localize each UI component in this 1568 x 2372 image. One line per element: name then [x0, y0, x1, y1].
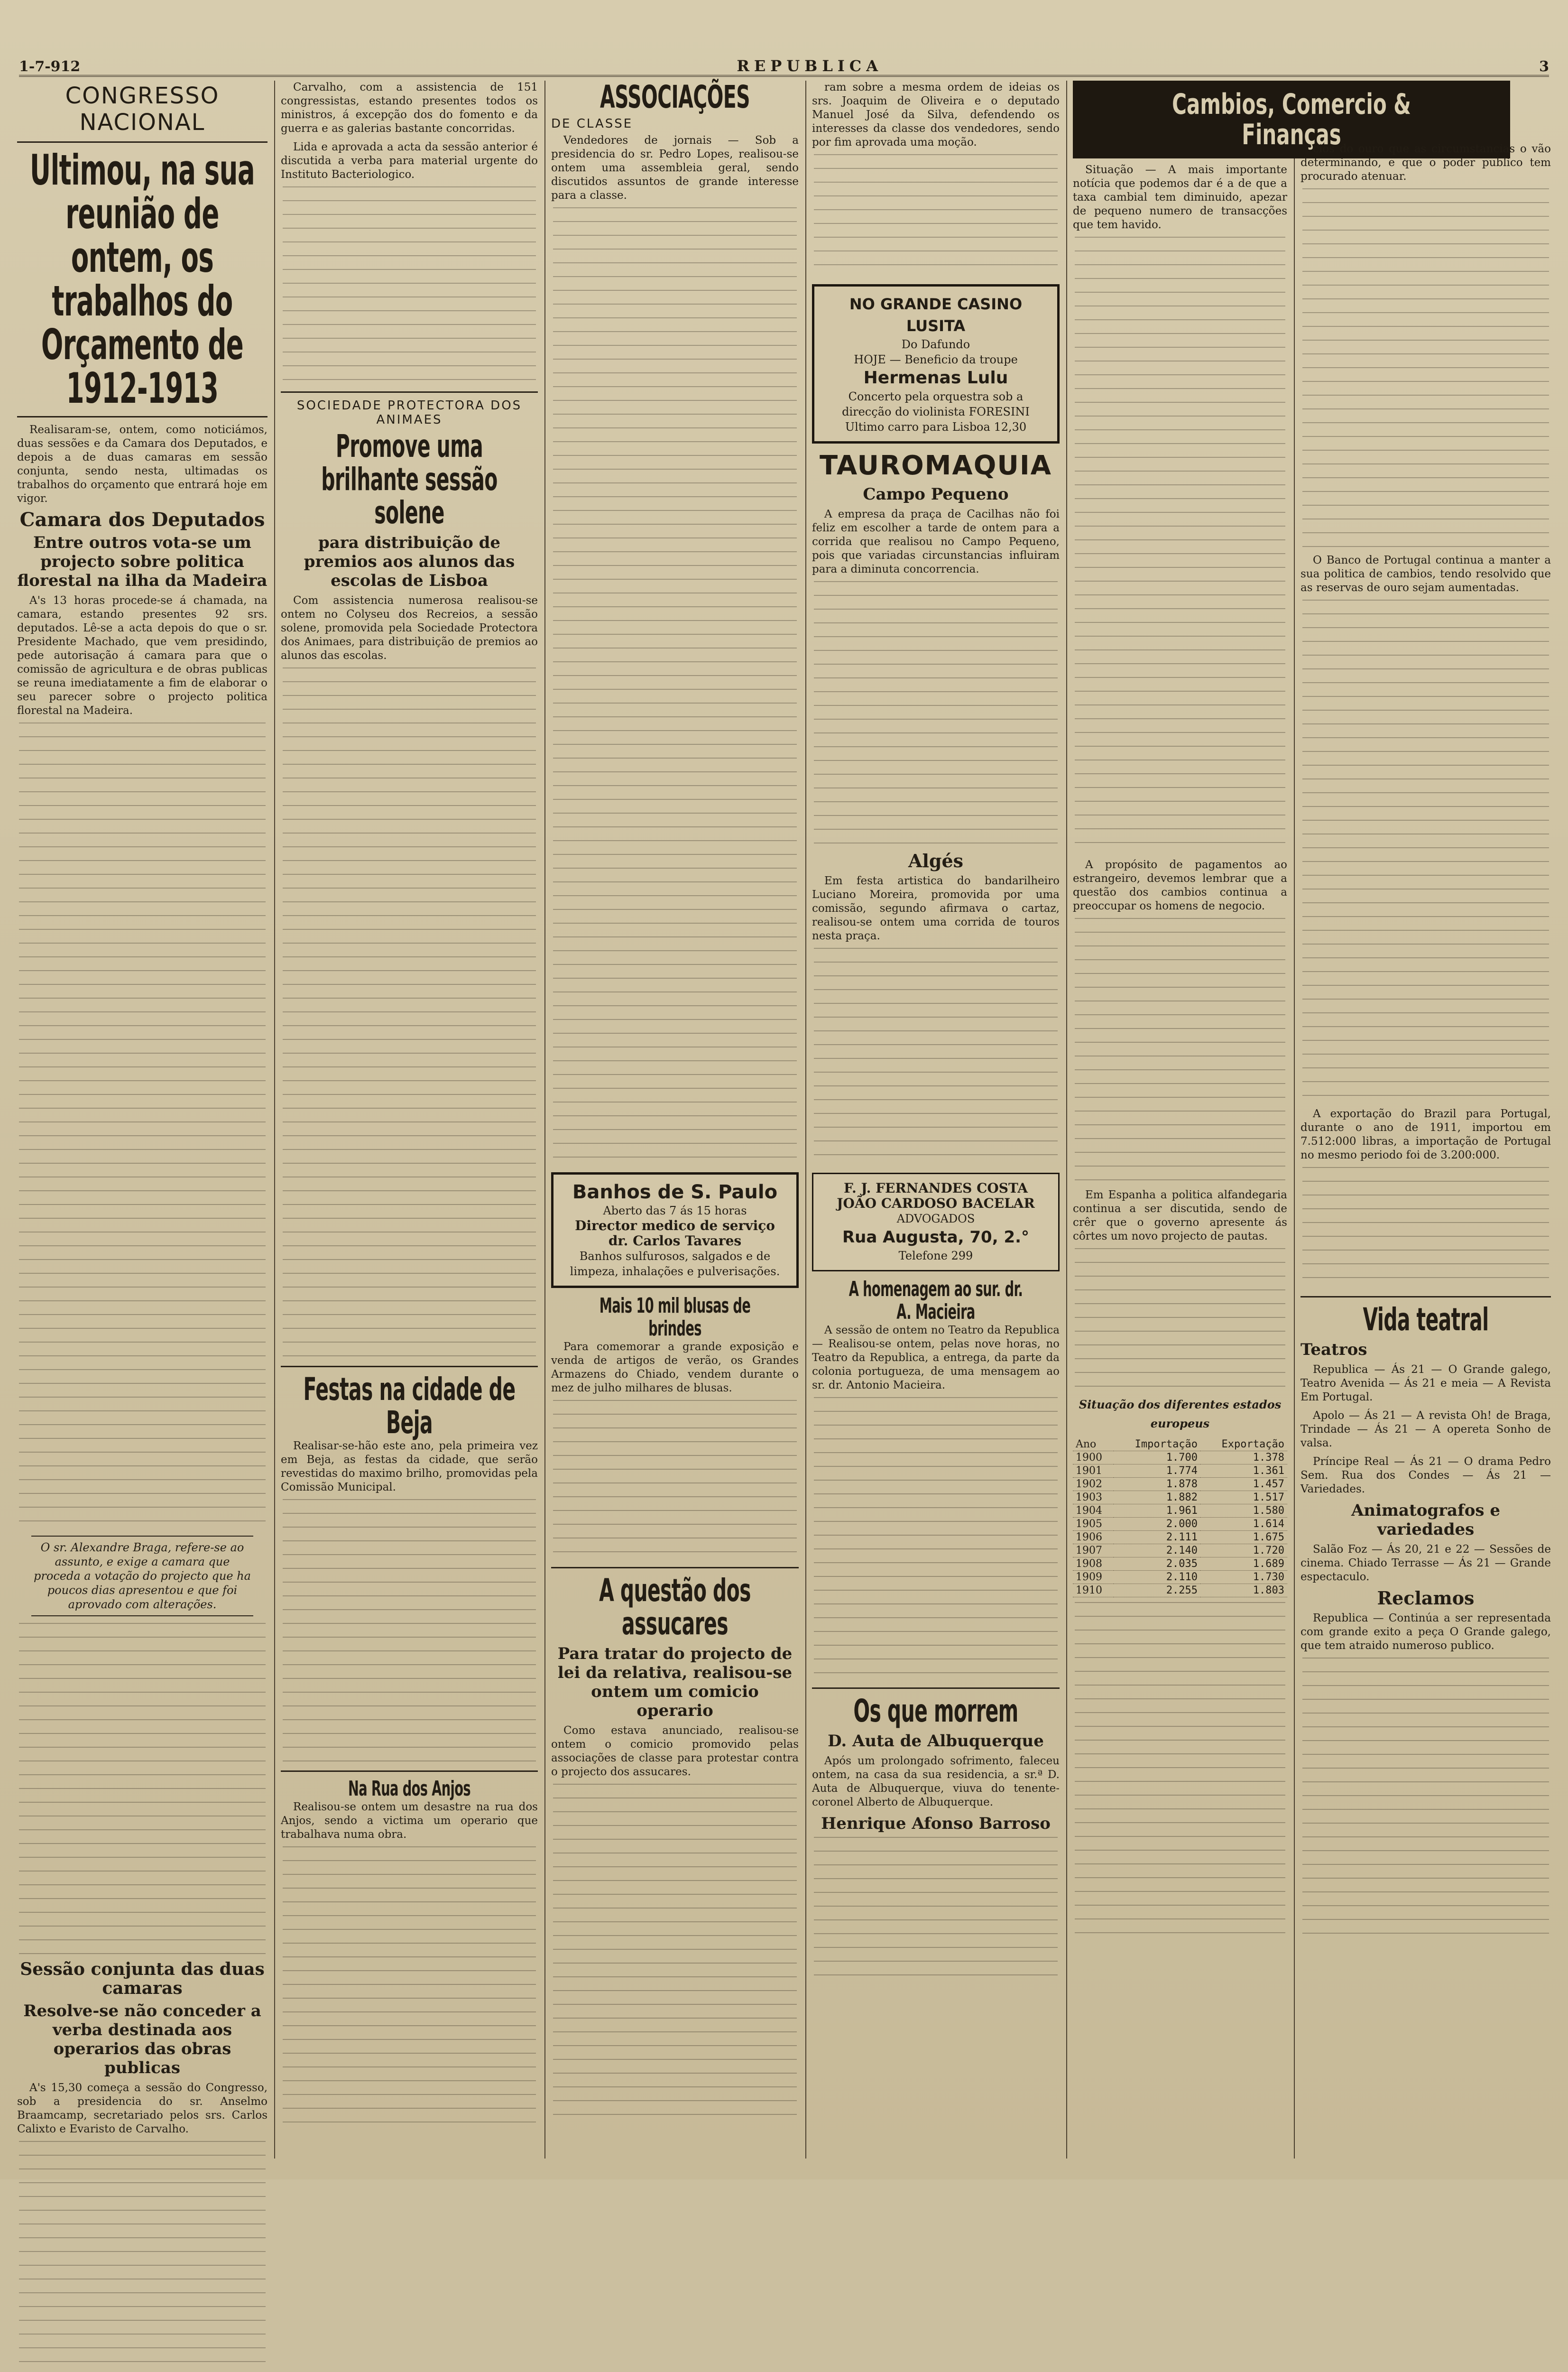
theatre-listing: Príncipe Real — Ás 21 — O drama Pedro Sem. Rua dos Condes — Ás 21 — Variedades.	[1301, 1455, 1551, 1495]
column-teatro	[1301, 142, 1551, 2163]
table-cell: 1.700	[1114, 1451, 1200, 1464]
table-cell: 1.361	[1200, 1464, 1287, 1478]
ad-line: Do Dafundo	[901, 338, 970, 351]
section-title: TAUROMAQUIA	[820, 450, 1052, 481]
table-cell: 1905	[1073, 1518, 1114, 1531]
table-row	[1073, 1491, 1287, 1504]
table-row	[1073, 1504, 1287, 1518]
table-row	[1073, 1518, 1287, 1531]
article-paragraph: Carvalho, com a assistencia de 151 congressistas, estando presentes todos os ministros, á excepção dos do fomento e da guerra e as galerias bastante concorridas.	[281, 81, 538, 135]
table-header: Exportação	[1200, 1438, 1287, 1451]
ad-line: Ultimo carro para Lisboa 12,30	[845, 420, 1027, 434]
table-cell: 1903	[1073, 1491, 1114, 1504]
theatre-listing: Republica — Ás 21 — O Grande galego, Teatro Avenida — Ás 21 e meia — A Revista Em Portugal.	[1301, 1363, 1551, 1403]
article-paragraph: A empresa da praça de Cacilhas não foi feliz em escolher a tarde de ontem para a corrida que realisou no Campo Pequeno, pois que variadas circunstancias influiram para a diminuta concorrencia.	[812, 508, 1060, 575]
table-row	[1073, 1571, 1287, 1584]
table-cell: 1.730	[1200, 1571, 1287, 1584]
section-title: ASSOCIAÇÕES	[600, 79, 750, 115]
ad-star: Hermenas Lulu	[863, 368, 1008, 388]
section-kicker: DE CLASSE	[551, 117, 633, 131]
table-cell: 2.255	[1114, 1584, 1200, 1597]
table-cell: 1.774	[1114, 1464, 1200, 1478]
advertisement-banhos	[551, 1172, 799, 1288]
table-cell: 1.675	[1200, 1531, 1287, 1544]
article-paragraph: Lida e aprovada a acta da sessão anterior é discutida a verba para material urgente do Instituto Bacteriologico.	[281, 141, 538, 181]
headline: Promove uma brilhante sessão solene	[321, 428, 498, 531]
table-cell: 1.803	[1200, 1584, 1287, 1597]
subheading: D. Auta de Albuquerque	[828, 1732, 1044, 1751]
column-rule	[274, 81, 275, 2159]
column-rule	[1066, 81, 1067, 2159]
column-rule	[1294, 81, 1295, 2159]
table-cell: 1907	[1073, 1544, 1114, 1557]
ad-line: Aberto das 7 ás 15 horas	[603, 1204, 747, 1217]
article-intro: Realisaram-se, ontem, como noticiámos, duas sessões e da Camara dos Deputados, e depois a de duas camaras em sessão conjunta, sendo nesta, ultimadas os trabalhos do orçamento que entrará hoje em vigor.	[17, 424, 267, 505]
theatre-listing: Apolo — Ás 21 — A revista Oh! de Braga, Trindade — Ás 21 — A opereta Sonho de valsa.	[1301, 1409, 1551, 1449]
ad-line: Director medico de serviço	[575, 1218, 775, 1233]
theatre-listing: Salão Foz — Ás 20, 21 e 22 — Sessões de cinema. Chiado Terrasse — Ás 21 — Grande espectaculo.	[1301, 1543, 1551, 1583]
table-cell: 1902	[1073, 1478, 1114, 1491]
subheading-detail: Resolve-se não conceder a verba destinada aos operarios das obras publicas	[23, 2001, 261, 2077]
ad-line: Telefone 299	[898, 1249, 973, 1262]
table-cell: 1.517	[1200, 1491, 1287, 1504]
table-cell: 1.457	[1200, 1478, 1287, 1491]
table-row	[1073, 1478, 1287, 1491]
table-cell: 1.961	[1114, 1504, 1200, 1518]
table-cell: 1904	[1073, 1504, 1114, 1518]
table-cell: 1900	[1073, 1451, 1114, 1464]
masthead-title: REPUBLICA	[737, 57, 883, 75]
page-number: 3	[1539, 58, 1549, 75]
headline: Os que morrem	[853, 1693, 1018, 1729]
section-title: CONGRESSO NACIONAL	[65, 83, 220, 136]
header-date: 1-7-912	[19, 58, 81, 75]
table-cell: 1.882	[1114, 1491, 1200, 1504]
article-paragraph: Com assistencia numerosa realisou-se ontem no Colyseu dos Recreios, a sessão solene, promovida pela Sociedade Protectora dos Animaes, para distribuição de premios ao alunos das escolas.	[281, 594, 538, 662]
subheading: Camara dos Deputados	[19, 509, 265, 531]
article-paragraph: O Banco de Portugal continua a manter a sua politica de cambios, tendo resolvido que as reservas de ouro sejam aumentadas.	[1301, 554, 1551, 594]
article-paragraph: Vendedores de jornais — Sob a presidencia do sr. Pedro Lopes, realisou-se ontem uma assembleia geral, sendo discutidos assuntos de grande interesse para a classe.	[551, 134, 799, 202]
article-paragraph: A's 13 horas procede-se á chamada, na camara, estando presentes 92 srs. deputados. Lê-se a acta depois do que o sr. Presidente Machado, que vem presidindo, pede autorisação á camara para que o comissão de agricultura e de obras publicas se reuna imediatamente a fim de elaborar o seu parecer sobre o projecto politica florestal na Madeira.	[17, 594, 267, 717]
table-row	[1073, 1531, 1287, 1544]
column-sociedade	[281, 81, 538, 2163]
table-row	[1073, 1451, 1287, 1464]
ad-line: JOÃO CARDOSO BACELAR	[837, 1195, 1035, 1211]
advertisement-advogados	[812, 1173, 1060, 1271]
article-paragraph: A propósito de pagamentos ao estrangeiro, devemos lembrar que a questão dos cambios continua a preoccupar os homens de negocio.	[1073, 859, 1287, 912]
table-cell: 1909	[1073, 1571, 1114, 1584]
article-paragraph: ram sobre a mesma ordem de ideias os srs. Joaquim de Oliveira e o deputado Manuel José da Silva, defendendo os interesses da classe dos vendedores, sendo por fim aprovada uma moção.	[812, 81, 1060, 148]
table-row	[1073, 1544, 1287, 1557]
subheading: Campo Pequeno	[863, 485, 1009, 504]
table-cell: 2.111	[1114, 1531, 1200, 1544]
article-paragraph: Realisou-se ontem um desastre na rua dos Anjos, sendo a victima um operario que trabalhava numa obra.	[281, 1801, 538, 1841]
subheading: Henrique Afonso Barroso	[821, 1814, 1051, 1833]
headline: Mais 10 mil blusas de brindes	[599, 1294, 751, 1341]
article-paragraph: Para comemorar a grande exposição e venda de artigos de verão, os Grandes Armazens do Chiado, vendem durante o mez de julho milhares de blusas.	[551, 1341, 799, 1394]
table-header: Ano	[1073, 1438, 1114, 1451]
table-cell: 1.720	[1200, 1544, 1287, 1557]
ad-line: HOJE — Beneficio da troupe	[854, 353, 1018, 366]
article-paragraph: cios do ouro que as circumstancias o vão determinando, e que o poder publico tem procurado atenuar.	[1301, 143, 1551, 183]
table-cell: 1.614	[1200, 1518, 1287, 1531]
ad-title: Banhos de S. Paulo	[572, 1181, 778, 1203]
table-cell: 2.140	[1114, 1544, 1200, 1557]
table-cell: 1906	[1073, 1531, 1114, 1544]
table-cell: 2.035	[1114, 1557, 1200, 1571]
advertisement-casino	[812, 284, 1060, 444]
table-title: Situação dos diferentes estados europeus	[1079, 1398, 1282, 1430]
subheading: Sessão conjunta das duas camaras	[20, 1959, 265, 1998]
table-row	[1073, 1584, 1287, 1597]
headline: Festas na cidade de Beja	[303, 1371, 516, 1441]
subheading: Reclamos	[1377, 1587, 1475, 1609]
article-paragraph: A sessão de ontem no Teatro da Republica — Realisou-se ontem, pelas nove horas, no Teatro da Republica, a entrega, da parte da colonia portugueza, de uma mensagem ao sr. dr. Antonio Macieira.	[812, 1324, 1060, 1391]
ad-line: dr. Carlos Tavares	[608, 1233, 742, 1249]
subheading: para distribuição de premios aos alunos das escolas de Lisboa	[304, 533, 515, 590]
article-paragraph: A exportação do Brazil para Portugal, durante o ano de 1911, importou em 7.512:000 libras, a importação de Portugal no mesmo periodo foi de 3.200:000.	[1301, 1108, 1551, 1161]
table-cell: 1910	[1073, 1584, 1114, 1597]
ad-line: ADVOGADOS	[896, 1212, 975, 1225]
table-cell: 2.000	[1114, 1518, 1200, 1531]
table-cell: 1901	[1073, 1464, 1114, 1478]
table-cell: 1.580	[1200, 1504, 1287, 1518]
column-associacoes	[551, 81, 799, 2163]
article-paragraph: Em Espanha a politica alfandegaria continua a ser discutida, sendo de crêr que o governo apresente ás côrtes um novo projecto de pautas.	[1073, 1189, 1287, 1242]
table-header: Importação	[1114, 1438, 1200, 1451]
table-cell: 1908	[1073, 1557, 1114, 1571]
article-paragraph: Situação — A mais importante notícia que podemos dar é a de que a taxa cambial tem diminuido, apezar de pequeno numero de transacções que tem havido.	[1073, 164, 1287, 231]
page-header	[19, 56, 1549, 77]
subheading-detail: Entre outros vota-se um projecto sobre politica florestal na ilha da Madeira	[17, 533, 267, 590]
headline: Ultimou, na sua reunião de ontem, os trabalhos do Orçamento de 1912-1913	[29, 146, 255, 413]
headline: A questão dos assucares	[599, 1572, 751, 1642]
table-row	[1073, 1557, 1287, 1571]
subheading: Algés	[908, 850, 964, 871]
subheading: Teatros	[1301, 1340, 1367, 1359]
article-paragraph: Após um prolongado sofrimento, faleceu ontem, na casa da sua residencia, a sr.ª D. Auta de Albuquerque, viuva do tenente-coronel Alberto de Albuquerque.	[812, 1755, 1060, 1808]
article-paragraph: Em festa artistica do bandarilheiro Luciano Moreira, promovida por uma comissão, segundo afirmava o cartaz, realisou-se ontem uma corrida de touros nesta praça.	[812, 875, 1060, 942]
trade-table	[1073, 1438, 1287, 1597]
section-title: Vida teatral	[1363, 1301, 1489, 1338]
table-row	[1073, 1464, 1287, 1478]
article-paragraph: A's 15,30 começa a sessão do Congresso, sob a presidencia do sr. Anselmo Braamcamp, secretariado pelos srs. Carlos Calixto e Evaristo de Carvalho.	[17, 2082, 267, 2135]
pull-quote: O sr. Alexandre Braga, refere-se ao assunto, e exige a camara que proceda a votação do projecto que ha poucos dias apresentou e que foi aprovado com alterações.	[31, 1536, 253, 1616]
section-kicker: SOCIEDADE PROTECTORA DOS ANIMAES	[296, 398, 522, 427]
ad-line: Banhos sulfurosos, salgados e de limpeza, inhalações e pulverisações.	[570, 1250, 780, 1278]
column-rule	[805, 81, 806, 2159]
column-congresso	[17, 81, 267, 2163]
table-cell: 1.378	[1200, 1451, 1287, 1464]
headline: Na Rua dos Anjos	[348, 1777, 471, 1801]
article-paragraph: Como estava anunciado, realisou-se ontem o comicio promovido pelas associações de classe para protestar contra o projecto dos assucares.	[551, 1724, 799, 1778]
table-cell: 1.689	[1200, 1557, 1287, 1571]
ad-address: Rua Augusta, 70, 2.°	[842, 1228, 1030, 1247]
table-cell: 2.110	[1114, 1571, 1200, 1584]
ad-title: NO GRANDE CASINO LUSITA	[849, 295, 1023, 335]
article-paragraph: Realisar-se-hão este ano, pela primeira vez em Beja, as festas da cidade, que serão revestidas do maximo brilho, promovidas pela Comissão Municipal.	[281, 1440, 538, 1493]
subheading: Para tratar do projecto de lei da relativa, realisou-se ontem um comicio operario	[557, 1644, 793, 1720]
headline: A homenagem ao sur. dr. A. Macieira	[849, 1277, 1023, 1324]
ad-line: F. J. FERNANDES COSTA	[843, 1180, 1028, 1196]
column-rule	[544, 81, 545, 2159]
section-title: Cambios, Comercio & Finanças	[1172, 88, 1411, 151]
ad-line: Concerto pela orquestra sob a direcção do violinista FORESINI	[842, 390, 1030, 418]
table-cell: 1.878	[1114, 1478, 1200, 1491]
article-paragraph: Republica — Continúa a ser representada com grande exito a peça O Grande galego, que tem atraido numeroso publico.	[1301, 1612, 1551, 1652]
column-tauromaquia	[812, 81, 1060, 2163]
subheading: Animatografos e variedades	[1351, 1501, 1501, 1539]
